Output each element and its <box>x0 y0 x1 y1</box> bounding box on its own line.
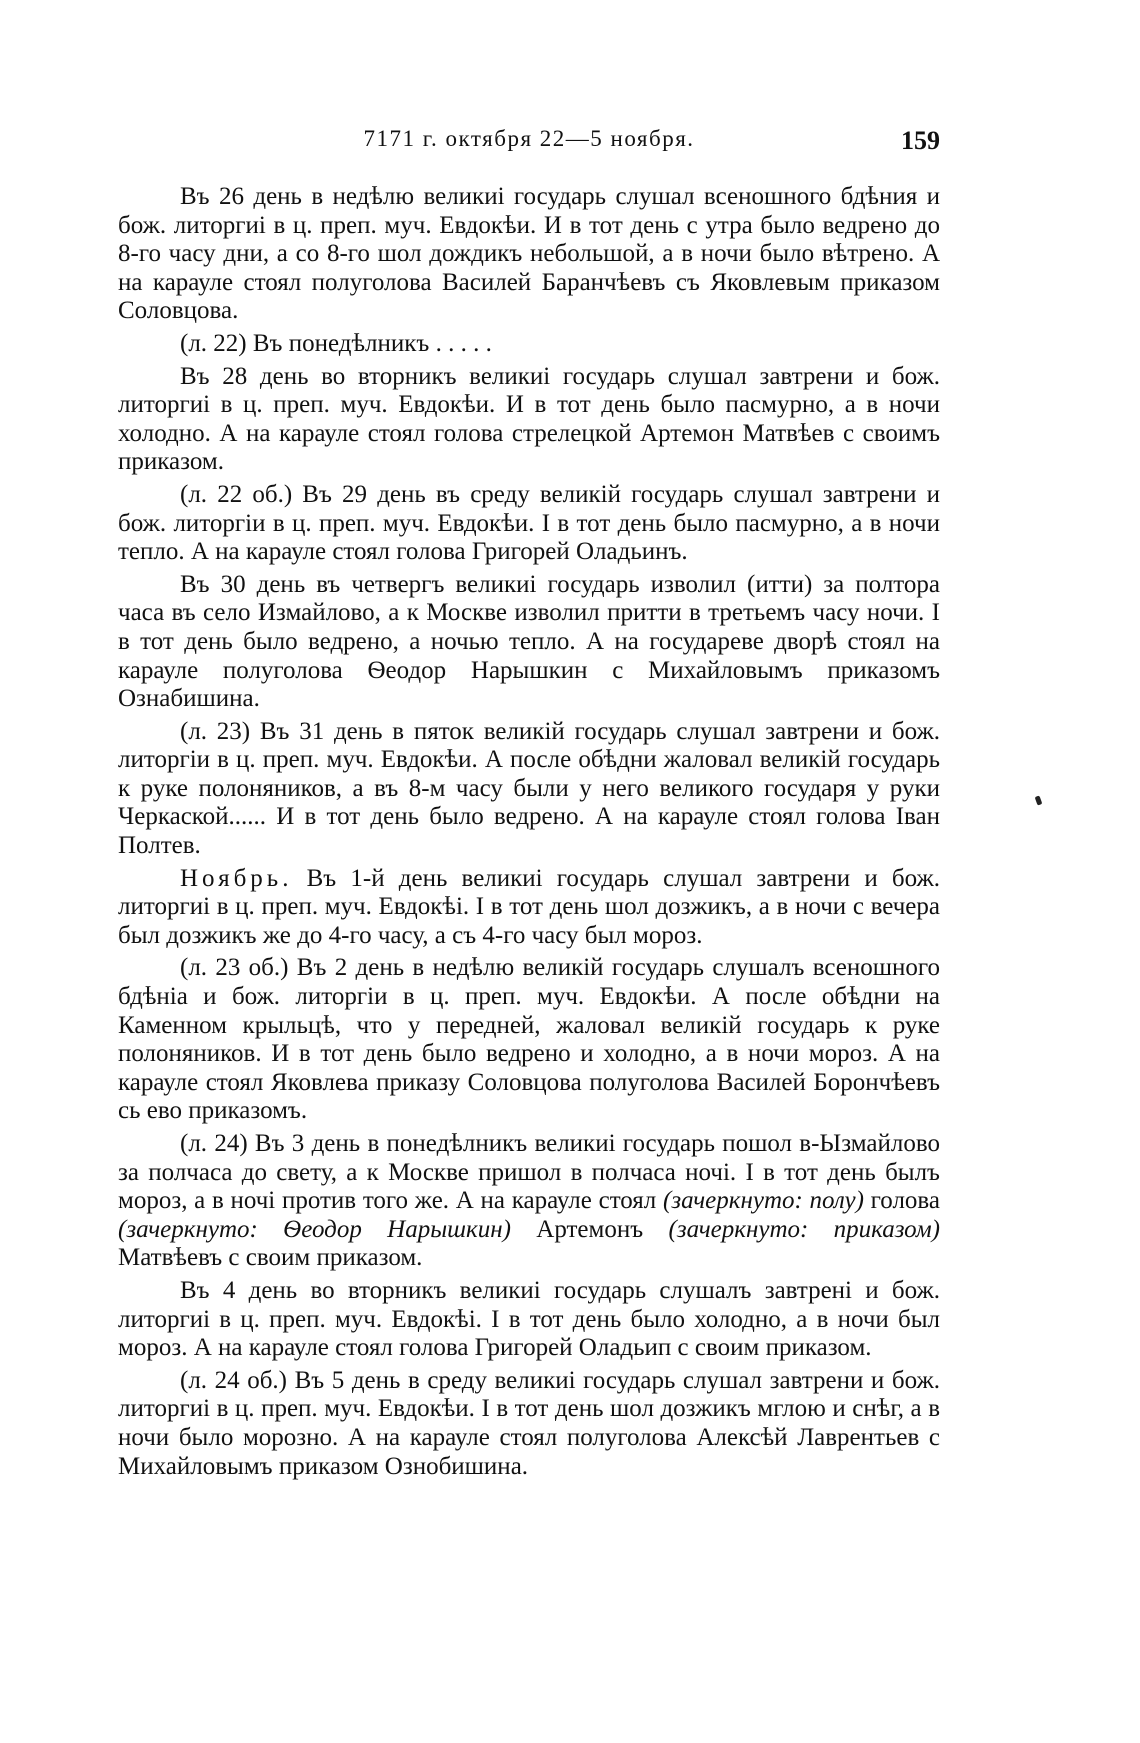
margin-mark <box>1035 795 1043 805</box>
editorial-note: (зачеркнуто: приказом) <box>668 1215 941 1243</box>
running-head <box>118 126 940 160</box>
paragraph <box>118 718 940 861</box>
paragraph-text: Въ 1-й день великиі государь слушал завтрени и бож. литоргиі в ц. преп. муч. Евдокѣі. І в тот день шол дозжикъ, а в ночи с вечера был дозжикъ же до 4-го часу, а съ 4-го часу был мороз. <box>118 864 940 949</box>
paragraph-text: Въ 4 день во вторникъ великиі государь слушалъ завтрені и бож. литоргиі в ц. преп. муч. Евдокѣі. І в тот день было холодно, а в ночи был мороз. А на карауле стоял голова Григорей Оладьип с своим приказом. <box>118 1276 940 1362</box>
paragraph <box>118 1277 940 1363</box>
paragraph-text: (л. 22) Въ понедѣлникъ . . . . . <box>180 329 492 357</box>
paragraph-text: (л. 24) Въ 3 день в понедѣлникъ великиі государь пошол в-Ызмайлово за полчаса до свету, а к Москве пришол в полчаса ночі. І в тот день былъ мороз, а в ночі против того же. А на карауле стоял <box>118 1130 940 1215</box>
paragraph <box>118 571 940 714</box>
body-text <box>118 183 940 1481</box>
paragraph <box>118 481 940 567</box>
paragraph-text: Въ 28 день во вторникъ великиі государь слушал завтрени и бож. литоргиі в ц. преп. муч. Евдокѣи. И в тот день было пасмурно, а в ночи холодно. А на карауле стоял голова стрелецкой Артемон Матвѣев с своимъ приказом. <box>118 362 940 476</box>
paragraph <box>118 330 940 359</box>
page-header-title: 7171 г. октября 22—5 ноября. <box>363 126 695 151</box>
paragraph-text: (л. 23 об.) Въ 2 день в недѣлю великій государь слушалъ всеношного бдѣніа и бож. литоргіи в ц. преп. муч. Евдокѣи. А после обѣдни на Каменном крыльцѣ, что у передней, жаловал великій государь к руке полоняников. И в тот день было ведрено и холодно, а в ночи мороз. А на карауле стоял Яковлева приказу Соловцова полуголова Василей Борончѣевъ сь ево приказомъ. <box>118 954 940 1125</box>
paragraph <box>118 1130 940 1273</box>
paragraph-text: (л. 23) Въ 31 день в пяток великій государь слушал завтрени и бож. литоргіи в ц. преп. муч. Евдокѣи. А после обѣдни жаловал великій государь к руке полоняников, а въ 8-м часу были у него великого государя у руки Черкаской...... И в тот день было ведрено. А на карауле стоял голова Іван Полтев. <box>118 717 940 860</box>
paragraph <box>118 363 940 477</box>
paragraph-text: (л. 24 об.) Въ 5 день в среду великиі государь слушал завтрени и бож. литоргиі в ц. преп. муч. Евдокѣи. І в тот день шол дозжикъ мглою и снѣг, а в ночи было морозно. А на карауле стоял полуголова Алексѣй Лаврентьев с Михайловымъ приказом Ознобишина. <box>118 1366 940 1480</box>
paragraph-text: голова <box>863 1187 940 1215</box>
paragraph <box>118 183 940 326</box>
paragraph-text: Въ 26 день в недѣлю великиі государь слушал всеношного бдѣния и бож. литоргиі в ц. преп. муч. Евдокѣи. И в тот день с утра было ведрено до 8-го часу дни, а со 8-го шол дождикъ небольшой, а в ночи было вѣтрено. А на карауле стоял полуголова Василей Баранчѣевъ съ Яковлевым приказом Соловцова. <box>118 183 940 325</box>
page-number: 159 <box>901 126 940 155</box>
editorial-note: (зачеркнуто: полу) <box>663 1187 864 1215</box>
paragraph-text: Въ 30 день въ четвергъ великиі государь изволил (итти) за полтора часа въ село Измайлово, а к Москве изволил притти в третьемъ часу ночи. І в тот день было ведрено, а ночью тепло. А на государеве дворѣ стоял на карауле полуголова Ѳеодор Нарышкин с Михайловымъ приказомъ Ознабишина. <box>118 570 940 713</box>
editorial-note: (зачеркнуто: Ѳеодор Нарышкин) <box>118 1215 511 1243</box>
paragraph-text: (л. 22 об.) Въ 29 день въ среду великій государь слушал завтрени и бож. литоргіи в ц. преп. муч. Евдокѣи. І в тот день было пасмурно, а в ночи тепло. А на карауле стоял голова Григорей Оладьинъ. <box>118 480 940 566</box>
month-heading: Ноябрь. <box>180 864 293 892</box>
paragraph <box>118 865 940 951</box>
paragraph-text: Матвѣевъ с своим приказом. <box>118 1244 423 1272</box>
paragraph <box>118 1367 940 1481</box>
paragraph <box>118 954 940 1126</box>
paragraph-text: Артемонъ <box>510 1215 669 1243</box>
